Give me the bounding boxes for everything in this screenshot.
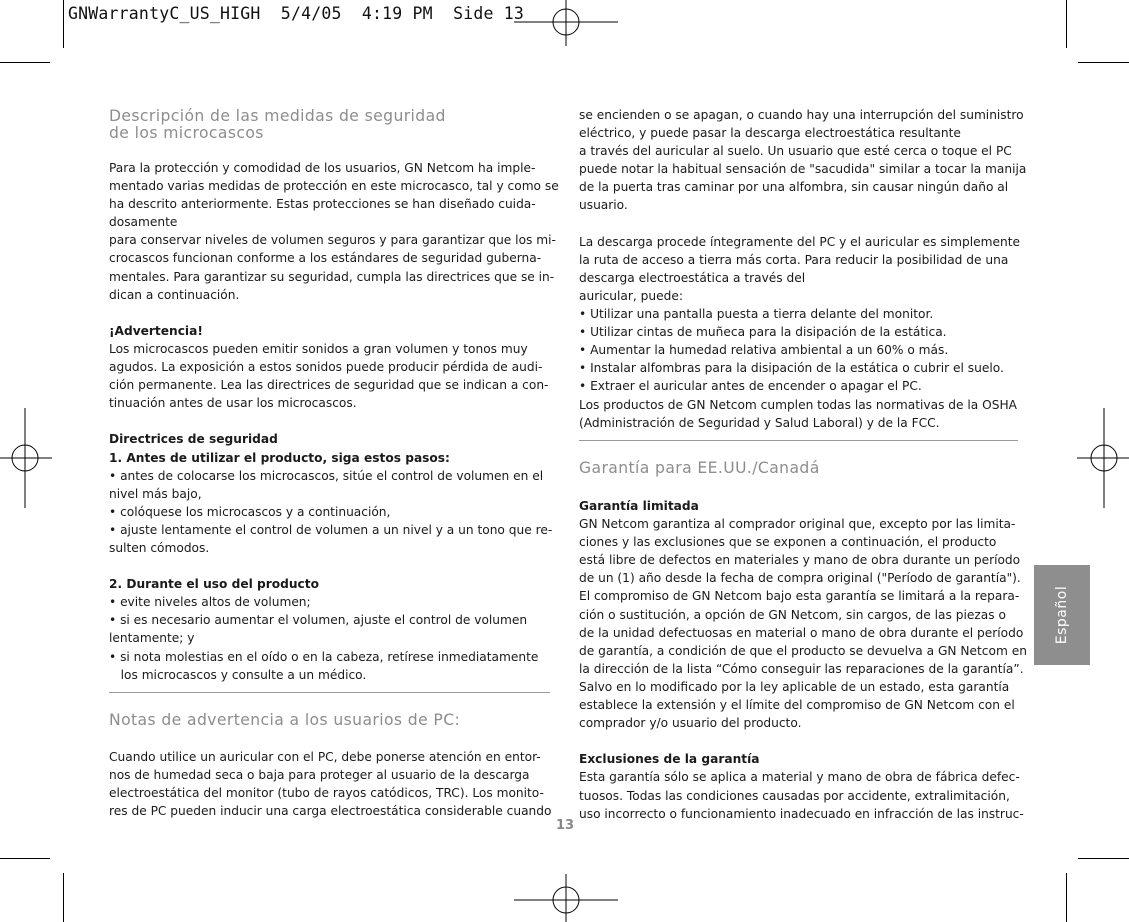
pc-notes-continued — [579, 106, 1027, 215]
text-line: está libre de defectos en materiales y mano de obra durante un período — [579, 553, 1021, 568]
text-line: comprador y/o usuario del producto. — [579, 716, 802, 731]
crop-mark — [1066, 873, 1067, 922]
crop-mark — [1066, 0, 1067, 48]
text-line: electroestática del monitor (tubo de rayos catódicos, TRC). Los monito- — [109, 786, 544, 801]
text-line: crocascos funcionan conforme a los estándares de seguridad guberna- — [109, 251, 542, 266]
text-line: mentado varias medidas de protección en este microcasco, tal y como se — [109, 179, 559, 194]
registration-mark-right — [1077, 408, 1129, 508]
text-line: descarga electroestática a través del — [579, 270, 806, 285]
page-number: 13 — [556, 818, 575, 833]
text-line: la ruta de acceso a tierra más corta. Para reducir la posibilidad de una — [579, 252, 1009, 267]
exclusions-paragraph — [579, 768, 1024, 822]
list-item: • Instalar alfombras para la disipación de la estática o cubrir el suelo. — [579, 361, 1004, 376]
right-column — [579, 106, 1027, 432]
step2-list — [109, 593, 554, 683]
list-item: • ajuste lentamente el control de volumen a un nivel y a un tono que re- — [109, 522, 553, 537]
text-line: de un (1) año desde la fecha de compra original ("Período de garantía"). — [579, 571, 1021, 586]
text-line: dosamente — [109, 215, 178, 230]
text-line: a través del auricular al suelo. Un usuario que esté cerca o toque el PC — [579, 144, 1012, 159]
text-line: Esta garantía sólo se aplica a material y mano de obra de fábrica defec- — [579, 770, 1020, 785]
list-item: los microcascos y consulte a un médico. — [109, 667, 367, 682]
language-tab-label: Español — [1054, 585, 1070, 645]
text-line: GN Netcom garantiza al comprador original que, excepto por las limita- — [579, 517, 1016, 532]
text-line: auricular, puede: — [579, 288, 683, 303]
crop-mark — [1078, 62, 1129, 63]
text-line: Los productos de GN Netcom cumplen todas las normativas de la OSHA — [579, 397, 1017, 412]
intro-paragraph — [109, 159, 559, 304]
text-line: eléctrico, y puede pasar la descarga electroestática resultante — [579, 126, 961, 141]
text-line: Salvo en lo modificado por la ley aplicable de un estado, esta garantía — [579, 679, 1010, 694]
heading-line: Notas de advertencia a los usuarios de PC: — [109, 711, 461, 729]
crop-mark — [0, 62, 50, 63]
list-item: • Extraer el auricular antes de encender o apagar el PC. — [579, 379, 922, 394]
registration-mark-bottom — [514, 874, 618, 922]
text-line: ción permanente. Lea las directrices de seguridad que se indican a con- — [109, 378, 549, 393]
text-line: de la puerta tras caminar por una alfombra, sin causar ningún daño al — [579, 180, 1009, 195]
guidelines-title: Directrices de seguridad — [109, 432, 278, 447]
limited-warranty-paragraph — [579, 515, 1027, 732]
list-item: • antes de colocarse los microcascos, sitúe el control de volumen en el — [109, 468, 544, 483]
text-line: El compromiso de GN Netcom bajo esta garantía se limitará a la repara- — [579, 589, 1020, 604]
list-item: sulten cómodos. — [109, 540, 210, 555]
pc-notes-section — [109, 712, 554, 820]
print-slug: GNWarrantyC_US_HIGH 5/4/05 4:19 PM Side 13 — [68, 4, 525, 23]
step2-title: 2. Durante el uso del producto — [109, 577, 319, 592]
list-item: • evite niveles altos de volumen; — [109, 595, 311, 610]
text-line: agudos. La exposición a estos sonidos puede producir pérdida de audi- — [109, 360, 543, 375]
crop-mark — [63, 873, 64, 922]
pc-heading — [109, 712, 554, 729]
text-line: se encienden o se apagan, o cuando hay una interrupción del suministro — [579, 108, 1024, 122]
text-line: dican a continuación. — [109, 287, 240, 302]
text-line: ha descrito anteriormente. Estas protecciones se han diseñado cuida- — [109, 197, 536, 212]
text-line: Los microcascos pueden emitir sonidos a gran volumen y tonos muy — [109, 341, 528, 356]
list-item: • si nota molestias en el oído o en la cabeza, retírese inmediatamente — [109, 649, 539, 664]
text-line: (Administración de Seguridad y Salud Laboral) y de la FCC. — [579, 415, 940, 430]
language-tab — [1034, 565, 1090, 665]
text-line: nos de humedad seca o baja para proteger al usuario de la descarga — [109, 768, 530, 783]
list-item: nivel más bajo, — [109, 486, 202, 501]
crop-mark — [63, 0, 64, 48]
text-line: Cuando utilice un auricular con el PC, debe ponerse atención en entor- — [109, 750, 541, 764]
text-line: tinuación antes de usar los microcascos. — [109, 396, 357, 411]
text-line: mentales. Para garantizar su seguridad, cumpla las directrices que se in- — [109, 269, 555, 284]
crop-mark — [0, 858, 50, 859]
text-line: usuario. — [579, 198, 628, 213]
text-line: puede notar la habitual sensación de "sacudida" similar a tocar la manija — [579, 162, 1027, 177]
text-line: res de PC pueden inducir una carga electroestática considerable cuando — [109, 804, 552, 819]
text-line: ción o sustitución, a opción de GN Netcom, sin cargos, de las piezas o — [579, 607, 1006, 622]
text-line: La descarga procede íntegramente del PC y el auricular es simplemente — [579, 234, 1020, 249]
warning-paragraph — [109, 340, 554, 412]
text-line: la dirección de la lista “Cómo conseguir las reparaciones de la garantía”. — [579, 661, 1024, 676]
section-divider — [579, 440, 1018, 441]
list-item: • Utilizar una pantalla puesta a tierra delante del monitor. — [579, 307, 934, 322]
heading-line: Garantía para EE.UU./Canadá — [579, 459, 820, 477]
step1-title: 1. Antes de utilizar el producto, siga estos pasos: — [109, 450, 450, 465]
step1-list — [109, 467, 554, 557]
text-line: uso incorrecto o funcionamiento inadecuado en infracción de las instruc- — [579, 806, 1024, 821]
registration-mark-left — [0, 408, 52, 508]
heading-line: de los microcascos — [109, 124, 264, 142]
warranty-heading — [579, 460, 1024, 477]
crop-mark — [1078, 858, 1129, 859]
list-item: • colóquese los microcascos y a continuación, — [109, 504, 391, 519]
registration-mark-top — [514, 0, 618, 46]
exclusions-title: Exclusiones de la garantía — [579, 752, 760, 767]
text-line: de garantía, a condición de que el producto se devuelva a GN Netcom en — [579, 643, 1027, 658]
text-line: de la unidad defectuosas en material o mano de obra durante el período — [579, 625, 1024, 640]
heading-line: Descripción de las medidas de seguridad — [109, 107, 446, 125]
text-line: Para la protección y comodidad de los usuarios, GN Netcom ha imple- — [109, 161, 536, 175]
warranty-section — [579, 459, 1027, 823]
left-column — [109, 107, 559, 684]
list-item: • si es necesario aumentar el volumen, ajuste el control de volumen — [109, 613, 528, 628]
text-line: para conservar niveles de volumen seguros y para garantizar que los mi- — [109, 233, 556, 248]
text-line: tuosos. Todas las condiciones causadas por accidente, extralimitación, — [579, 788, 1010, 803]
text-line: establece la extensión y el límite del compromiso de GN Netcom con el — [579, 698, 1015, 713]
text-line: ciones y las exclusiones que se exponen a continuación, el producto — [579, 535, 997, 550]
warning-title: ¡Advertencia! — [109, 323, 203, 338]
list-item: • Aumentar la humedad relativa ambiental a un 60% o más. — [579, 343, 949, 358]
list-item: • Utilizar cintas de muñeca para la disipación de la estática. — [579, 325, 947, 340]
limited-warranty-title: Garantía limitada — [579, 499, 699, 513]
section-divider — [109, 692, 550, 693]
safety-heading — [109, 108, 554, 142]
discharge-paragraph — [579, 233, 1024, 432]
list-item: lentamente; y — [109, 631, 195, 646]
